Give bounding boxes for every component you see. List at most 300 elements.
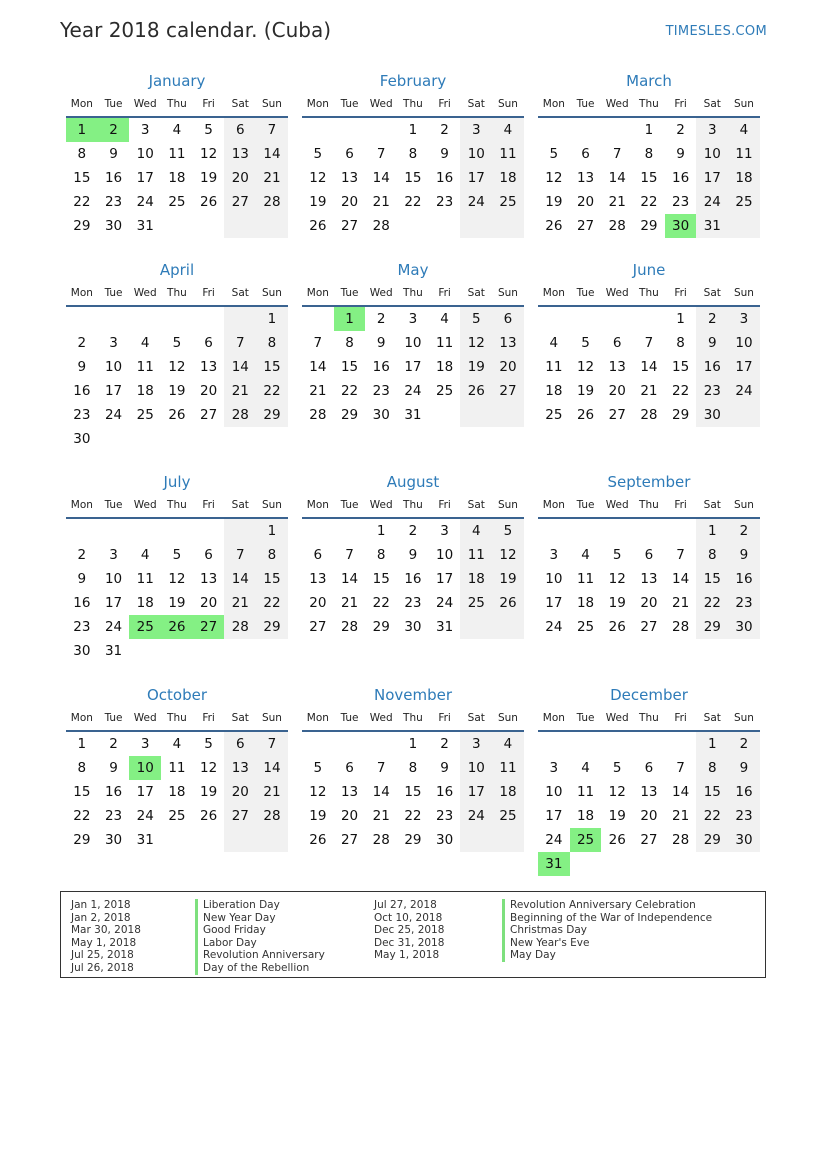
weekday-label: Mon xyxy=(70,499,93,511)
day-cell: 10 xyxy=(436,547,454,563)
day-cell: 11 xyxy=(576,784,595,800)
weekday-label: Mon xyxy=(542,712,565,724)
day-cell: 3 xyxy=(460,118,492,142)
empty-cell xyxy=(538,732,570,756)
day-cell: 10 xyxy=(460,756,492,780)
weekday-label: Fri xyxy=(674,499,687,511)
day-cell: 21 xyxy=(256,780,288,804)
weekday-label: Mon xyxy=(306,499,329,511)
weekday-label: Sat xyxy=(703,712,721,724)
day-cell: 21 xyxy=(672,808,690,824)
day-cell: 20 xyxy=(340,808,359,824)
day-cell: 29 xyxy=(340,407,359,423)
day-cell: 27 xyxy=(576,218,595,234)
day-cell: 13 xyxy=(309,571,327,587)
day-cell: 26 xyxy=(608,832,626,848)
day-cell: 4 xyxy=(581,547,590,563)
day-cell: 8 xyxy=(345,335,354,351)
day-cell: 10 xyxy=(460,142,492,166)
month-march xyxy=(538,70,760,238)
day-cell: 8 xyxy=(77,760,87,776)
day-cell: 2 xyxy=(440,122,449,138)
day-cell: 28 xyxy=(640,407,658,423)
day-cell: 11 xyxy=(460,543,492,567)
day-cell: 4 xyxy=(581,760,590,776)
day-cell: 26 xyxy=(608,619,626,635)
legend-date: Oct 10, 2018 xyxy=(374,911,443,924)
empty-cell xyxy=(601,118,633,142)
day-cell: 1 xyxy=(644,122,654,138)
day-cell: 16 xyxy=(73,595,91,611)
empty-cell xyxy=(98,519,130,543)
day-grid xyxy=(538,118,760,238)
day-cell: 21 xyxy=(340,595,359,611)
day-cell: 28 xyxy=(309,407,327,423)
day-cell: 27 xyxy=(492,379,524,403)
day-cell: 7 xyxy=(376,146,386,162)
day-cell: 19 xyxy=(608,808,626,824)
weekday-label: Sun xyxy=(261,499,282,511)
weekday-label: Sat xyxy=(703,287,721,299)
weekday-label: Wed xyxy=(133,712,157,724)
empty-cell xyxy=(256,214,288,238)
day-cell: 26 xyxy=(161,615,193,639)
day-cell: 1 xyxy=(256,307,288,331)
weekday-label: Thu xyxy=(403,98,423,110)
legend-date: Jul 25, 2018 xyxy=(71,949,134,962)
empty-cell xyxy=(161,427,193,451)
empty-cell xyxy=(492,615,524,639)
day-cell: 4 xyxy=(140,547,150,563)
weekday-label: Thu xyxy=(167,712,187,724)
weekday-label: Thu xyxy=(167,287,187,299)
day-cell: 27 xyxy=(200,407,218,423)
day-cell: 16 xyxy=(404,571,422,587)
day-cell: 25 xyxy=(576,619,595,635)
day-cell: 12 xyxy=(545,170,563,186)
month-name: September xyxy=(607,473,691,491)
month-name: August xyxy=(386,473,440,491)
day-cell: 25 xyxy=(492,190,524,214)
day-cell: 22 xyxy=(672,383,690,399)
weekday-label: Fri xyxy=(202,712,215,724)
day-cell: 23 xyxy=(672,194,690,210)
day-cell: 16 xyxy=(672,170,690,186)
empty-cell xyxy=(161,307,193,331)
weekday-label: Mon xyxy=(70,712,93,724)
weekday-label: Tue xyxy=(104,712,123,724)
legend-holiday-name: New Year Day xyxy=(195,912,325,925)
day-cell: 28 xyxy=(372,218,390,234)
day-cell: 29 xyxy=(696,615,728,639)
weekday-label: Sat xyxy=(467,712,485,724)
day-cell: 21 xyxy=(608,194,626,210)
empty-cell xyxy=(256,427,288,451)
day-cell: 20 xyxy=(608,383,626,399)
empty-cell xyxy=(665,732,697,756)
empty-cell xyxy=(665,519,697,543)
month-july xyxy=(66,471,288,663)
day-cell: 24 xyxy=(460,804,492,828)
empty-cell xyxy=(492,403,524,427)
day-cell: 13 xyxy=(640,571,658,587)
day-cell: 7 xyxy=(224,331,256,355)
day-cell: 21 xyxy=(224,591,256,615)
weekday-label: Tue xyxy=(576,499,595,511)
day-cell: 11 xyxy=(492,142,524,166)
day-cell: 20 xyxy=(640,808,658,824)
month-february xyxy=(302,70,524,238)
empty-cell xyxy=(302,118,334,142)
day-cell: 30 xyxy=(665,214,697,238)
day-cell: 4 xyxy=(172,736,182,752)
day-cell: 28 xyxy=(372,832,390,848)
day-cell: 4 xyxy=(492,118,524,142)
weekday-label: Mon xyxy=(542,98,565,110)
day-cell: 25 xyxy=(129,615,161,639)
empty-cell xyxy=(66,307,98,331)
day-cell: 29 xyxy=(404,832,422,848)
day-cell: 22 xyxy=(372,595,390,611)
day-cell: 5 xyxy=(581,335,590,351)
month-name: April xyxy=(159,261,195,279)
weekday-label: Mon xyxy=(306,712,329,724)
site-logo[interactable]: TIMESLES.COM xyxy=(665,24,767,39)
day-cell: 6 xyxy=(224,732,256,756)
weekday-label: Sat xyxy=(231,98,249,110)
day-cell: 25 xyxy=(545,407,563,423)
day-cell: 20 xyxy=(492,355,524,379)
day-cell: 8 xyxy=(696,543,728,567)
day-cell: 28 xyxy=(608,218,626,234)
day-cell: 23 xyxy=(73,407,91,423)
day-cell: 14 xyxy=(672,784,690,800)
weekday-label: Sun xyxy=(733,499,754,511)
weekday-label: Sat xyxy=(231,499,249,511)
day-cell: 15 xyxy=(640,170,658,186)
day-cell: 29 xyxy=(256,403,288,427)
month-name: February xyxy=(379,72,447,90)
empty-cell xyxy=(538,307,570,331)
legend-holiday-name: Beginning of the War of Independence xyxy=(502,912,712,925)
day-cell: 5 xyxy=(313,146,323,162)
weekday-header xyxy=(538,706,760,732)
month-name: January xyxy=(148,72,206,90)
day-cell: 16 xyxy=(372,359,390,375)
weekday-label: Sun xyxy=(733,712,754,724)
empty-cell xyxy=(129,519,161,543)
page-title: Year 2018 calendar. (Cuba) xyxy=(60,18,331,42)
day-cell: 18 xyxy=(136,383,154,399)
day-cell: 12 xyxy=(460,331,492,355)
day-cell: 17 xyxy=(696,166,728,190)
day-cell: 10 xyxy=(104,571,123,587)
day-cell: 4 xyxy=(440,311,449,327)
day-cell: 9 xyxy=(440,146,449,162)
day-cell: 15 xyxy=(73,170,91,186)
day-cell: 31 xyxy=(104,643,123,659)
day-cell: 10 xyxy=(136,146,154,162)
empty-cell xyxy=(492,214,524,238)
day-cell: 10 xyxy=(696,142,728,166)
legend-date: May 1, 2018 xyxy=(374,949,440,962)
day-cell: 5 xyxy=(204,736,213,752)
weekday-label: Tue xyxy=(340,499,359,511)
day-cell: 11 xyxy=(728,142,760,166)
day-cell: 25 xyxy=(436,383,454,399)
day-cell: 7 xyxy=(376,760,386,776)
day-cell: 6 xyxy=(492,307,524,331)
day-cell: 18 xyxy=(436,359,454,375)
empty-cell xyxy=(193,519,225,543)
day-cell: 1 xyxy=(376,523,386,539)
day-cell: 19 xyxy=(309,194,327,210)
empty-cell xyxy=(633,852,665,876)
day-grid xyxy=(538,307,760,427)
day-cell: 1 xyxy=(334,307,366,331)
day-cell: 22 xyxy=(256,379,288,403)
empty-cell xyxy=(365,118,397,142)
day-cell: 27 xyxy=(340,218,359,234)
empty-cell xyxy=(129,307,161,331)
day-cell: 14 xyxy=(224,567,256,591)
day-cell: 25 xyxy=(570,828,602,852)
empty-cell xyxy=(570,852,602,876)
month-may xyxy=(302,259,524,427)
legend-holiday-name: Revolution Anniversary Celebration xyxy=(502,899,712,912)
weekday-label: Thu xyxy=(403,287,423,299)
weekday-label: Mon xyxy=(70,287,93,299)
legend-holiday-name: Revolution Anniversary xyxy=(195,949,325,962)
day-cell: 24 xyxy=(460,190,492,214)
weekday-label: Sun xyxy=(261,98,282,110)
day-cell: 19 xyxy=(168,383,186,399)
day-cell: 26 xyxy=(200,194,218,210)
day-cell: 5 xyxy=(204,122,213,138)
day-cell: 28 xyxy=(224,615,256,639)
day-cell: 18 xyxy=(576,808,595,824)
day-cell: 25 xyxy=(136,407,154,423)
weekday-label: Mon xyxy=(542,499,565,511)
day-cell: 12 xyxy=(168,359,186,375)
weekday-label: Tue xyxy=(104,499,123,511)
weekday-label: Sun xyxy=(497,712,518,724)
day-cell: 31 xyxy=(136,218,154,234)
day-cell: 16 xyxy=(73,383,91,399)
day-cell: 2 xyxy=(98,118,130,142)
day-cell: 5 xyxy=(612,547,622,563)
day-cell: 23 xyxy=(73,619,91,635)
empty-cell xyxy=(224,307,256,331)
month-june xyxy=(538,259,760,427)
day-cell: 24 xyxy=(404,383,422,399)
day-cell: 19 xyxy=(492,567,524,591)
day-cell: 9 xyxy=(728,543,760,567)
day-cell: 2 xyxy=(408,523,418,539)
day-cell: 16 xyxy=(104,170,123,186)
month-name: July xyxy=(163,473,191,491)
weekday-label: Tue xyxy=(340,98,359,110)
day-cell: 8 xyxy=(696,756,728,780)
day-cell: 3 xyxy=(109,547,118,563)
legend-date: May 1, 2018 xyxy=(71,936,137,949)
day-cell: 29 xyxy=(256,615,288,639)
day-cell: 7 xyxy=(676,547,685,563)
legend-dates-right xyxy=(374,899,444,962)
legend-date: Jan 1, 2018 xyxy=(71,899,131,911)
day-cell: 22 xyxy=(640,194,658,210)
day-cell: 29 xyxy=(640,218,658,234)
weekday-label: Tue xyxy=(340,287,359,299)
day-cell: 14 xyxy=(224,355,256,379)
day-cell: 6 xyxy=(345,760,354,776)
day-cell: 15 xyxy=(256,567,288,591)
day-cell: 8 xyxy=(376,547,386,563)
weekday-label: Sun xyxy=(733,98,754,110)
day-grid xyxy=(302,519,524,639)
day-cell: 17 xyxy=(104,595,123,611)
day-cell: 21 xyxy=(224,379,256,403)
empty-cell xyxy=(570,307,602,331)
weekday-label: Sun xyxy=(497,287,518,299)
empty-cell xyxy=(665,852,697,876)
day-cell: 10 xyxy=(129,756,161,780)
day-cell: 26 xyxy=(545,218,563,234)
weekday-label: Fri xyxy=(438,499,451,511)
day-cell: 19 xyxy=(576,383,595,399)
day-cell: 4 xyxy=(549,335,559,351)
day-cell: 14 xyxy=(309,359,327,375)
day-cell: 20 xyxy=(224,780,256,804)
day-cell: 18 xyxy=(460,567,492,591)
day-cell: 20 xyxy=(309,595,327,611)
empty-cell xyxy=(256,828,288,852)
legend-date: Jan 2, 2018 xyxy=(71,911,131,924)
weekday-header xyxy=(538,493,760,519)
day-cell: 9 xyxy=(77,571,87,587)
day-cell: 7 xyxy=(612,146,622,162)
day-cell: 15 xyxy=(372,571,390,587)
day-cell: 30 xyxy=(73,431,91,447)
day-cell: 14 xyxy=(256,756,288,780)
day-cell: 14 xyxy=(672,571,690,587)
day-grid xyxy=(66,307,288,451)
weekday-label: Mon xyxy=(542,287,565,299)
month-october xyxy=(66,684,288,852)
day-cell: 17 xyxy=(436,571,454,587)
day-cell: 14 xyxy=(340,571,359,587)
day-cell: 24 xyxy=(436,595,454,611)
weekday-label: Wed xyxy=(369,287,393,299)
day-cell: 10 xyxy=(104,359,123,375)
day-cell: 2 xyxy=(676,122,685,138)
day-cell: 8 xyxy=(644,146,654,162)
day-cell: 3 xyxy=(696,118,728,142)
empty-cell xyxy=(302,519,334,543)
day-cell: 13 xyxy=(608,359,626,375)
empty-cell xyxy=(397,214,429,238)
weekday-label: Tue xyxy=(576,98,595,110)
day-cell: 1 xyxy=(77,736,87,752)
empty-cell xyxy=(193,307,225,331)
day-cell: 27 xyxy=(340,832,359,848)
day-cell: 31 xyxy=(696,214,728,238)
day-cell: 8 xyxy=(256,543,288,567)
day-cell: 26 xyxy=(200,808,218,824)
weekday-label: Fri xyxy=(438,98,451,110)
day-cell: 1 xyxy=(408,736,418,752)
empty-cell xyxy=(538,118,570,142)
weekday-label: Wed xyxy=(133,287,157,299)
month-name: March xyxy=(626,72,672,90)
day-cell: 11 xyxy=(168,760,186,776)
day-cell: 12 xyxy=(200,760,218,776)
empty-cell xyxy=(365,732,397,756)
day-cell: 24 xyxy=(136,808,154,824)
empty-cell xyxy=(161,214,193,238)
day-cell: 3 xyxy=(408,311,418,327)
weekday-label: Fri xyxy=(438,712,451,724)
legend-date: Jul 27, 2018 xyxy=(374,899,437,911)
day-cell: 21 xyxy=(640,383,658,399)
day-cell: 5 xyxy=(612,760,622,776)
day-cell: 18 xyxy=(545,383,563,399)
day-cell: 23 xyxy=(104,194,123,210)
day-cell: 21 xyxy=(372,194,390,210)
empty-cell xyxy=(224,427,256,451)
empty-cell xyxy=(570,118,602,142)
day-cell: 6 xyxy=(204,547,213,563)
day-cell: 12 xyxy=(309,170,327,186)
day-cell: 13 xyxy=(224,756,256,780)
day-cell: 25 xyxy=(460,591,492,615)
weekday-label: Mon xyxy=(70,98,93,110)
day-cell: 3 xyxy=(460,732,492,756)
weekday-label: Sat xyxy=(703,499,721,511)
empty-cell xyxy=(728,403,760,427)
empty-cell xyxy=(492,828,524,852)
weekday-label: Fri xyxy=(202,287,215,299)
weekday-label: Wed xyxy=(605,287,629,299)
day-cell: 8 xyxy=(408,146,418,162)
weekday-label: Fri xyxy=(202,499,215,511)
day-cell: 4 xyxy=(172,122,182,138)
weekday-label: Mon xyxy=(306,98,329,110)
day-cell: 27 xyxy=(193,615,225,639)
day-cell: 6 xyxy=(644,760,654,776)
day-cell: 22 xyxy=(256,591,288,615)
day-cell: 9 xyxy=(376,335,386,351)
weekday-label: Sun xyxy=(733,287,754,299)
day-cell: 18 xyxy=(492,166,524,190)
day-cell: 2 xyxy=(696,307,728,331)
month-name: December xyxy=(610,686,688,704)
day-cell: 1 xyxy=(696,732,728,756)
day-cell: 23 xyxy=(404,595,422,611)
day-cell: 9 xyxy=(440,760,449,776)
weekday-label: Sat xyxy=(703,98,721,110)
day-cell: 2 xyxy=(77,335,87,351)
empty-cell xyxy=(224,639,256,663)
day-cell: 2 xyxy=(440,736,449,752)
day-cell: 11 xyxy=(576,571,595,587)
day-cell: 11 xyxy=(545,359,563,375)
month-august xyxy=(302,471,524,639)
day-cell: 13 xyxy=(640,784,658,800)
day-cell: 8 xyxy=(256,331,288,355)
day-cell: 6 xyxy=(644,547,654,563)
weekday-label: Sun xyxy=(261,712,282,724)
